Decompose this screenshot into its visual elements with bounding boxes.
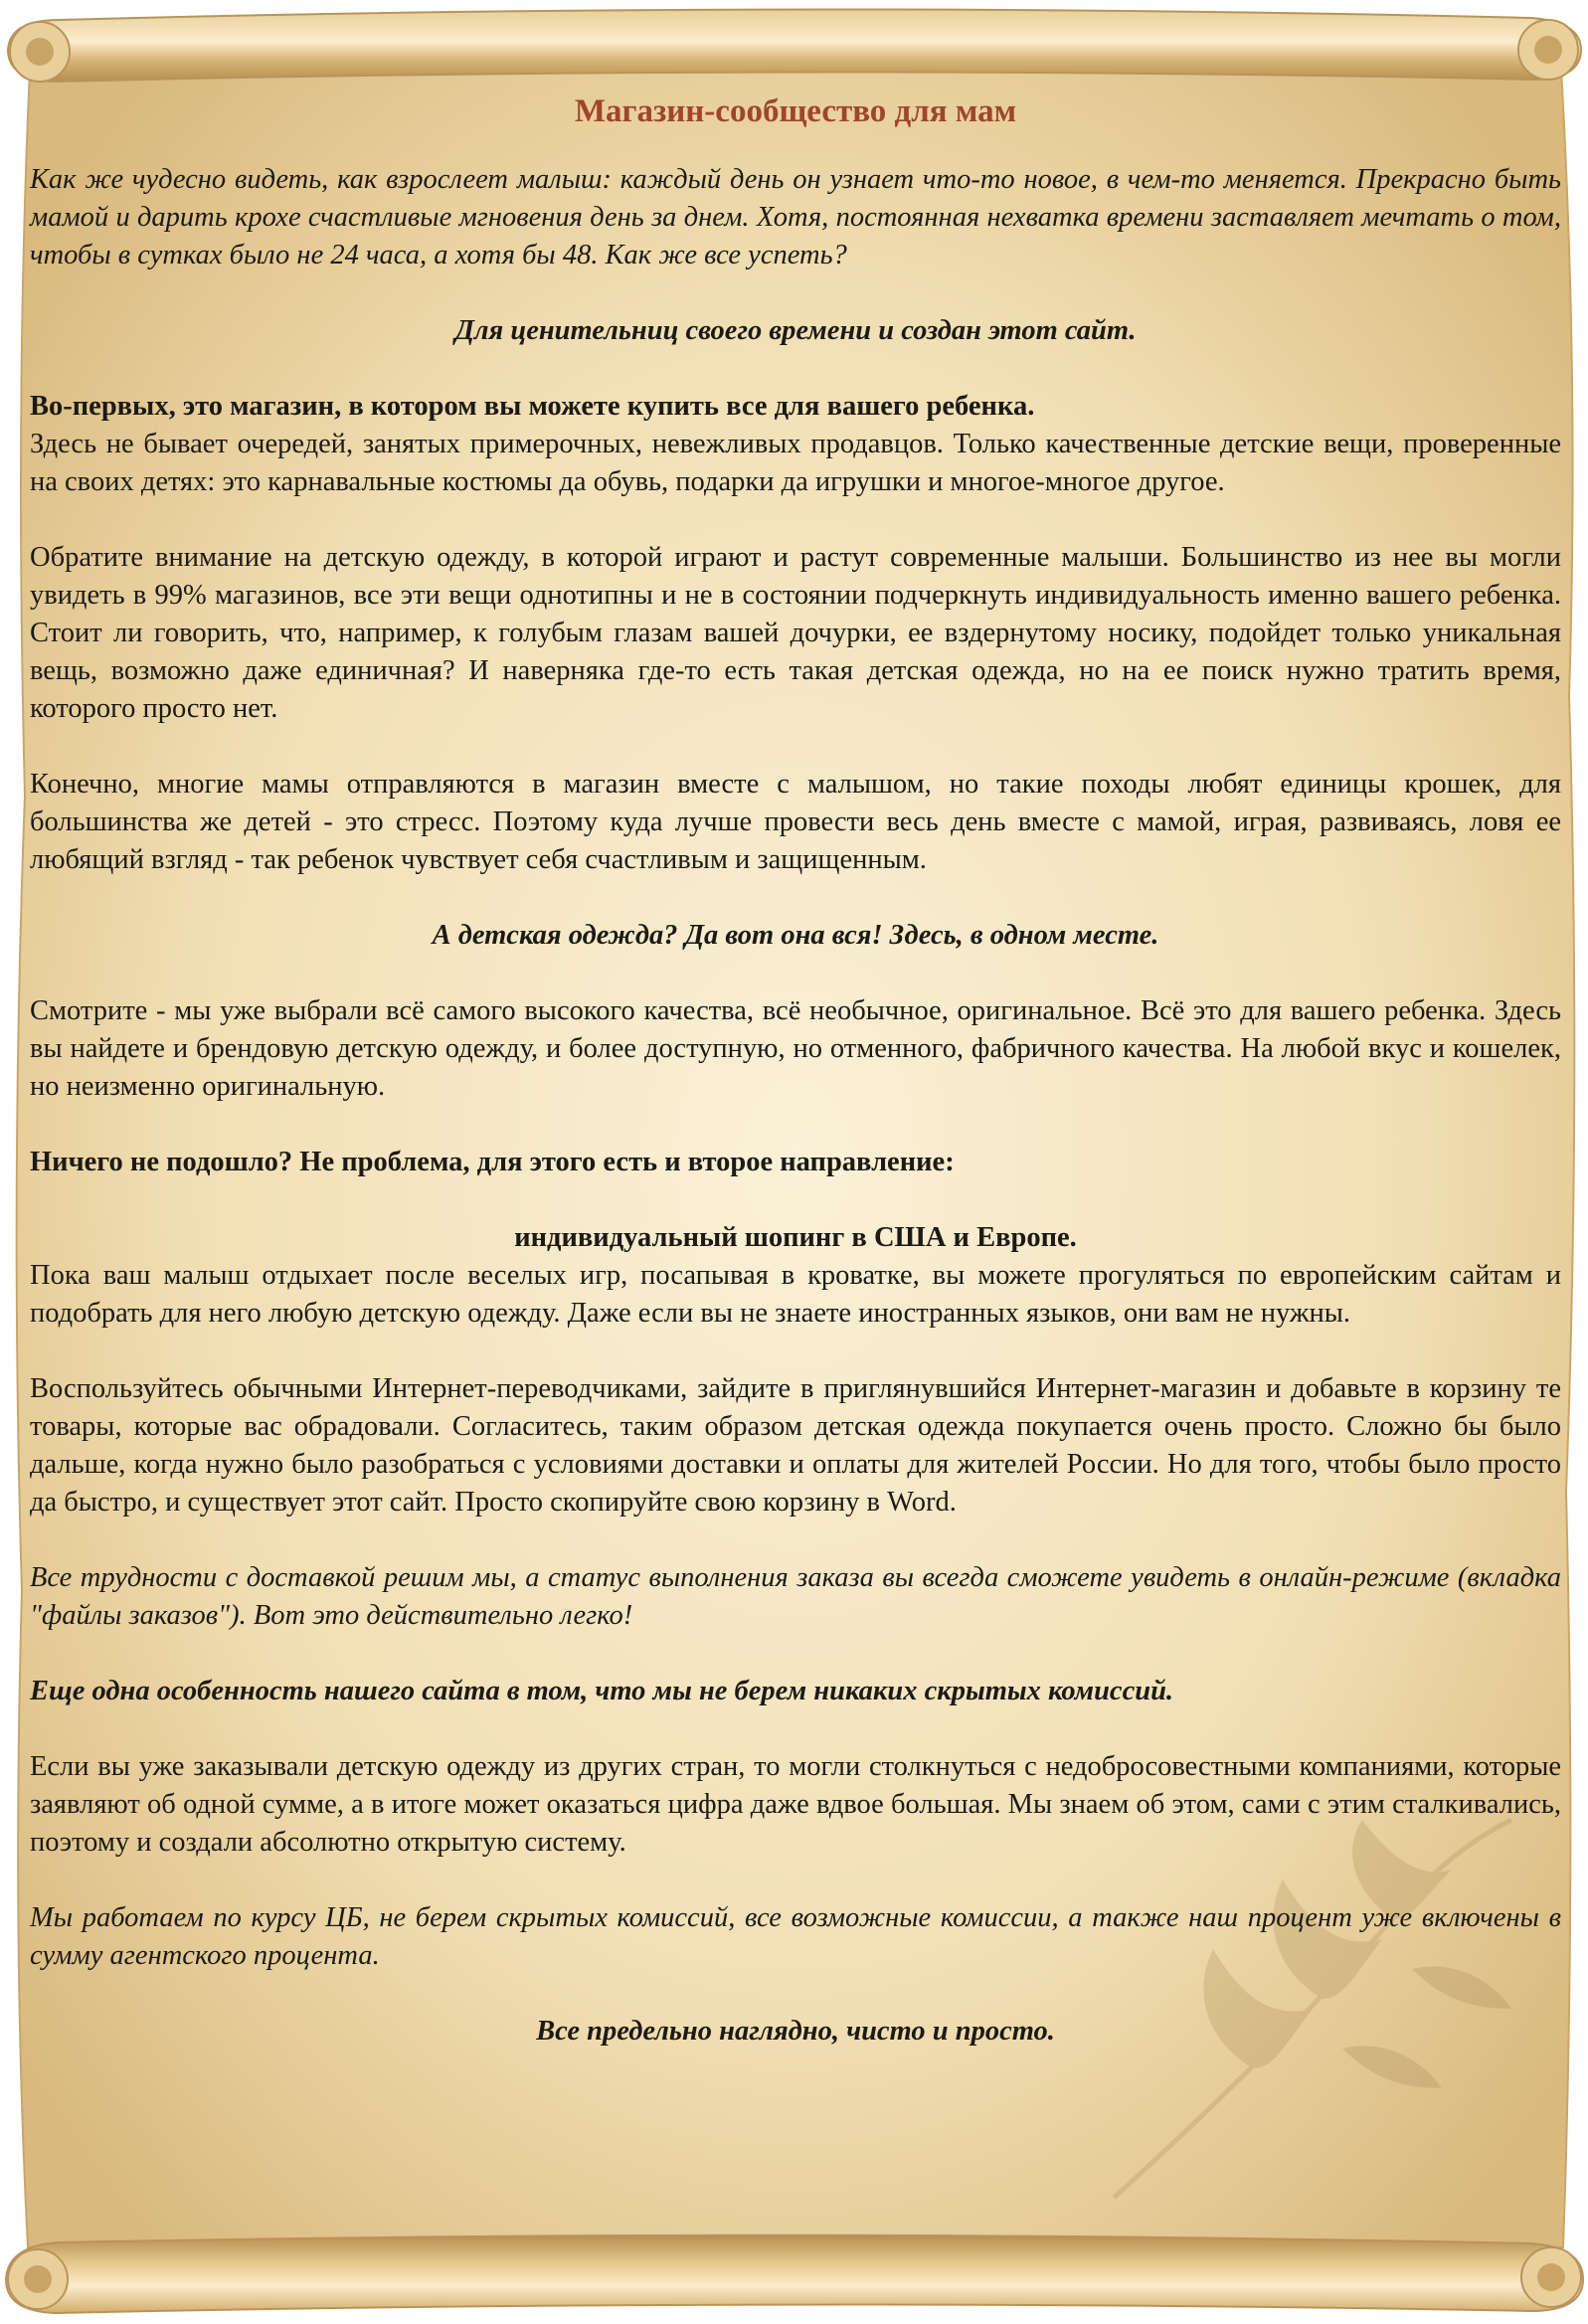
paragraph-moms: Конечно, многие мамы отправляются в магазин вместе с малышом, но такие походы любят единицы крошек, для большинства же детей - это стресс. Поэтому куда лучше провести весь день вместе с мамой, играя, развиваясь, ловя ее любящий взгляд - так ребенок чувствует себя счастливым и защищенным. bbox=[30, 769, 1561, 875]
closing-tagline: Все предельно наглядно, чисто и просто. bbox=[536, 2016, 1055, 2047]
tagline: Для ценительниц своего времени и создан этот сайт. bbox=[454, 315, 1137, 346]
section-heading-shopping: индивидуальный шопинг в США и Европе. bbox=[514, 1222, 1077, 1253]
section-heading-second: Ничего не подошло? Не проблема, для этого есть и второе направление: bbox=[30, 1147, 955, 1177]
paragraph-rates: Мы работаем по курсу ЦБ, не берем скрытых комиссий, все возможные комиссии, а также наш процент уже включены в сумму агентского процента. bbox=[30, 1902, 1561, 1971]
section-heading-shop: Во-первых, это магазин, в котором вы можете купить все для вашего ребенка. bbox=[30, 391, 1035, 422]
page-title: Магазин-сообщество для мам bbox=[574, 93, 1017, 129]
paragraph-translators: Воспользуйтесь обычными Интернет-переводчиками, зайдите в приглянувшийся Интернет-магазин и добавьте в корзину те товары, которые вас обрадовали. Согласитесь, таким образом детская одежда покупается очень просто. Сложно бы было дальше, когда нужно было разобраться с условиями доставки и оплаты для жителей России. Но для того, чтобы было просто да быстро, и существует этот сайт. Просто скопируйте свою корзину в Word. bbox=[30, 1373, 1561, 1518]
paragraph-europe: Пока ваш малыш отдыхает после веселых игр, посапывая в кроватке, вы можете прогуляться по европейским сайтам и подобрать для него любую детскую одежду. Даже если вы не знаете иностранных языков, они вам не нужны. bbox=[30, 1260, 1561, 1329]
paragraph-honesty: Если вы уже заказывали детскую одежду из других стран, то могли столкнуться с недобросовестными компаниями, которые заявляют об одной сумме, а в итоге может оказаться цифра даже вдвое большая. Мы знаем об этом, сами с этим сталкивались, поэтому и создали абсолютно открытую систему. bbox=[30, 1751, 1561, 1858]
paragraph-clothing: Обратите внимание на детскую одежду, в которой играют и растут современные малыши. Большинство из нее вы могли увидеть в 99% магазинов, все эти вещи однотипны и не в состоянии подчеркнуть индивидуальность именно вашего ребенка. Стоит ли говорить, что, например, к голубым глазам вашей дочурки, ее вздернутому носику, подойдет только уникальная вещь, возможно даже единичная? И наверняка где-то есть такая детская одежда, но на ее поиск нужно тратить время, которого просто нет. bbox=[30, 542, 1561, 724]
paragraph-delivery: Все трудности с доставкой решим мы, а статус выполнения заказа вы всегда сможете увидеть в онлайн-режиме (вкладка "файлы заказов"). Вот это действительно легко! bbox=[30, 1562, 1561, 1631]
paragraph-quality: Смотрите - мы уже выбрали всё самого высокого качества, всё необычное, оригинальное. Всё это для вашего ребенка. Здесь вы найдете и брендовую детскую одежду, и более доступную, но отменного, фабричного качества. На любой вкус и кошелек, но неизменно оригинальную. bbox=[30, 995, 1561, 1102]
intro-paragraph: Как же чудесно видеть, как взрослеет малыш: каждый день он узнает что-то новое, в чем-то меняется. Прекрасно быть мамой и дарить крохе счастливые мгновения день за днем. Хотя, постоянная нехватка времени заставляет мечтать о том, чтобы в сутках было не 24 часа, а хотя бы 48. Как же все успеть? bbox=[30, 164, 1561, 270]
section-heading-commission: Еще одна особенность нашего сайта в том, что мы не берем никаких скрытых комиссий. bbox=[30, 1676, 1174, 1706]
paragraph-shop: Здесь не бывает очередей, занятых примерочных, невежливых продавцов. Только качественные детские вещи, проверенные на своих детях: это карнавальные костюмы да обувь, подарки да игрушки и многое-многое другое. bbox=[30, 429, 1561, 497]
article-content bbox=[30, 91, 1561, 2051]
tagline-clothing: А детская одежда? Да вот она вся! Здесь, в одном месте. bbox=[432, 920, 1159, 951]
